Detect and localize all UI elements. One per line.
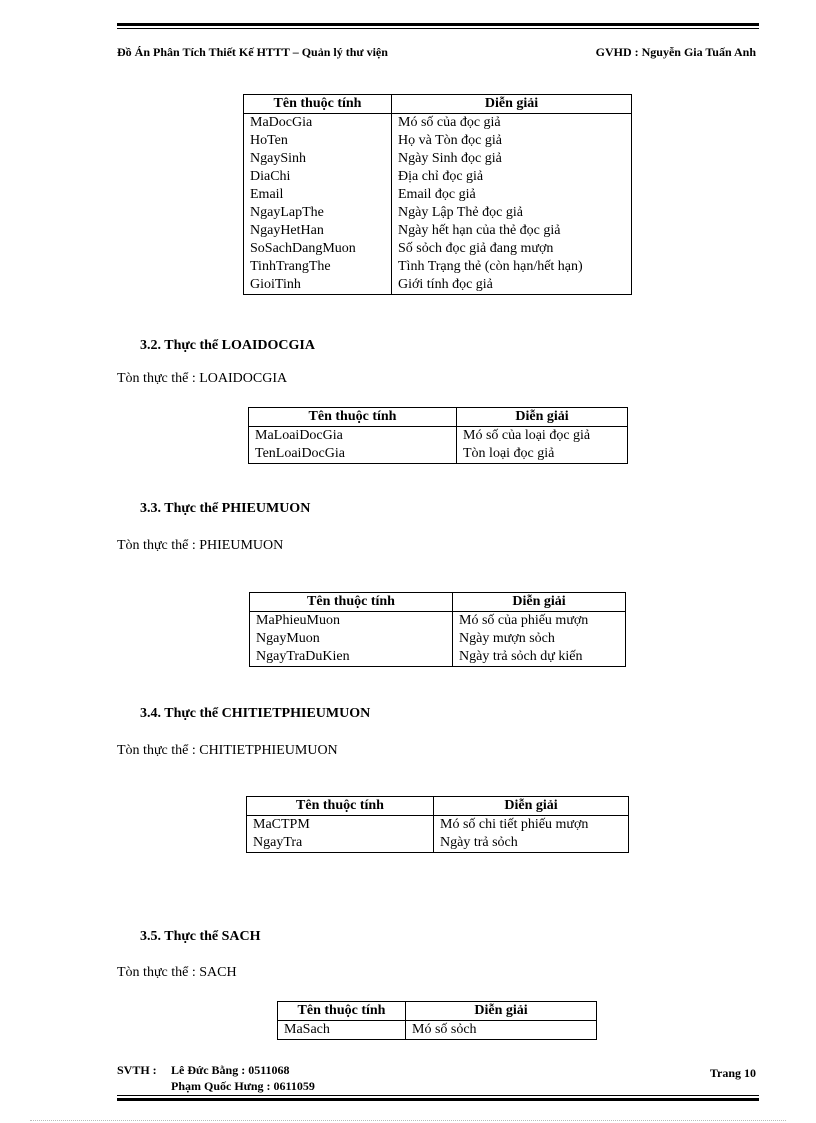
table-row bbox=[244, 168, 632, 186]
attribute-table-sach bbox=[277, 1001, 597, 1040]
attribute-table-phieumuon bbox=[249, 592, 626, 667]
attribute-name-cell: NgayMuon bbox=[250, 630, 453, 648]
table-row bbox=[247, 816, 629, 835]
entity-name: Tòn thực thể : LOAIDOCGIA bbox=[117, 371, 288, 386]
footer-rule-thin bbox=[117, 1095, 759, 1096]
page-edge-dotted-line bbox=[30, 1120, 786, 1121]
attribute-desc-cell: Ngày hết hạn của thẻ đọc giả bbox=[392, 222, 632, 240]
attribute-name-cell: MaSach bbox=[278, 1021, 406, 1040]
footer-page-number: Trang 10 bbox=[709, 1066, 756, 1080]
attribute-name-cell: GioiTinh bbox=[244, 276, 392, 295]
attribute-desc-cell: Mó số sỏch bbox=[406, 1021, 597, 1040]
col-header-name: Tên thuộc tính bbox=[247, 797, 434, 816]
table-row bbox=[244, 276, 632, 295]
attribute-name-cell: Email bbox=[244, 186, 392, 204]
attribute-name-cell: MaPhieuMuon bbox=[250, 612, 453, 631]
attribute-desc-cell: Địa chỉ đọc giả bbox=[392, 168, 632, 186]
attribute-name-cell: NgayLapThe bbox=[244, 204, 392, 222]
attribute-desc-cell: Tòn loại đọc giả bbox=[457, 445, 628, 464]
attribute-table-chitietphieumuon bbox=[246, 796, 629, 853]
header-rule-thin bbox=[117, 28, 759, 29]
entity-name: Tòn thực thể : SACH bbox=[117, 965, 237, 980]
col-header-name: Tên thuộc tính bbox=[278, 1002, 406, 1021]
section-heading: 3.3. Thực thể PHIEUMUON bbox=[140, 501, 311, 516]
attribute-name-cell: TinhTrangThe bbox=[244, 258, 392, 276]
col-header-desc: Diễn giải bbox=[392, 95, 632, 114]
header-advisor: GVHD : Nguyễn Gia Tuấn Anh bbox=[595, 45, 756, 59]
attribute-desc-cell: Ngày mượn sỏch bbox=[453, 630, 626, 648]
table-row bbox=[244, 222, 632, 240]
attribute-name-cell: MaDocGia bbox=[244, 114, 392, 133]
attribute-desc-cell: Mó số chi tiết phiếu mượn bbox=[434, 816, 629, 835]
entity-name: Tòn thực thể : PHIEUMUON bbox=[117, 538, 284, 553]
footer-svth-label: SVTH : bbox=[117, 1063, 157, 1077]
section-heading: 3.4. Thực thể CHITIETPHIEUMUON bbox=[140, 706, 371, 721]
attribute-desc-cell: Giới tính đọc giả bbox=[392, 276, 632, 295]
attribute-name-cell: NgayTra bbox=[247, 834, 434, 853]
entity-name: Tòn thực thể : CHITIETPHIEUMUON bbox=[117, 743, 338, 758]
attribute-desc-cell: Mó số của phiếu mượn bbox=[453, 612, 626, 631]
footer-student-1: Lê Đức Bằng : 0511068 bbox=[171, 1063, 290, 1077]
attribute-desc-cell: Ngày Lập Thẻ đọc giả bbox=[392, 204, 632, 222]
attribute-name-cell: TenLoaiDocGia bbox=[249, 445, 457, 464]
footer-rule-thick bbox=[117, 1098, 759, 1101]
attribute-name-cell: NgayHetHan bbox=[244, 222, 392, 240]
attribute-name-cell: HoTen bbox=[244, 132, 392, 150]
table-row bbox=[247, 834, 629, 853]
attribute-desc-cell: Mó số của đọc giả bbox=[392, 114, 632, 133]
attribute-desc-cell: Họ và Tòn đọc giả bbox=[392, 132, 632, 150]
table-row bbox=[244, 258, 632, 276]
table-row bbox=[244, 150, 632, 168]
table-row bbox=[250, 630, 626, 648]
attribute-name-cell: NgaySinh bbox=[244, 150, 392, 168]
table-row bbox=[244, 114, 632, 133]
attribute-desc-cell: Tình Trạng thẻ (còn hạn/hết hạn) bbox=[392, 258, 632, 276]
col-header-name: Tên thuộc tính bbox=[250, 593, 453, 612]
footer-student-2: Phạm Quốc Hưng : 0611059 bbox=[171, 1079, 315, 1093]
attribute-name-cell: MaCTPM bbox=[247, 816, 434, 835]
col-header-desc: Diễn giải bbox=[434, 797, 629, 816]
table-row bbox=[249, 427, 628, 446]
attribute-name-cell: DiaChi bbox=[244, 168, 392, 186]
attribute-desc-cell: Mó số của loại đọc giả bbox=[457, 427, 628, 446]
attribute-desc-cell: Số sỏch đọc giả đang mượn bbox=[392, 240, 632, 258]
table-row bbox=[244, 204, 632, 222]
attribute-desc-cell: Ngày trả sỏch bbox=[434, 834, 629, 853]
attribute-desc-cell: Ngày Sinh đọc giả bbox=[392, 150, 632, 168]
col-header-name: Tên thuộc tính bbox=[244, 95, 392, 114]
attribute-name-cell: NgayTraDuKien bbox=[250, 648, 453, 667]
attribute-name-cell: SoSachDangMuon bbox=[244, 240, 392, 258]
attribute-table-loaidocgia bbox=[248, 407, 628, 464]
col-header-desc: Diễn giải bbox=[406, 1002, 597, 1021]
table-row bbox=[244, 240, 632, 258]
col-header-desc: Diễn giải bbox=[457, 408, 628, 427]
attribute-desc-cell: Email đọc giả bbox=[392, 186, 632, 204]
section-heading: 3.5. Thực thể SACH bbox=[140, 929, 261, 944]
col-header-name: Tên thuộc tính bbox=[249, 408, 457, 427]
attribute-name-cell: MaLoaiDocGia bbox=[249, 427, 457, 446]
section-heading: 3.2. Thực thể LOAIDOCGIA bbox=[140, 338, 315, 353]
table-row bbox=[250, 612, 626, 631]
attribute-desc-cell: Ngày trả sỏch dự kiến bbox=[453, 648, 626, 667]
attribute-table-docgia bbox=[243, 94, 632, 295]
table-row bbox=[244, 186, 632, 204]
table-row bbox=[249, 445, 628, 464]
header-rule-thick bbox=[117, 23, 759, 26]
table-row bbox=[250, 648, 626, 667]
table-row bbox=[278, 1021, 597, 1040]
table-row bbox=[244, 132, 632, 150]
col-header-desc: Diễn giải bbox=[453, 593, 626, 612]
header-title: Đồ Án Phân Tích Thiết Kế HTTT – Quản lý thư viện bbox=[117, 45, 388, 59]
